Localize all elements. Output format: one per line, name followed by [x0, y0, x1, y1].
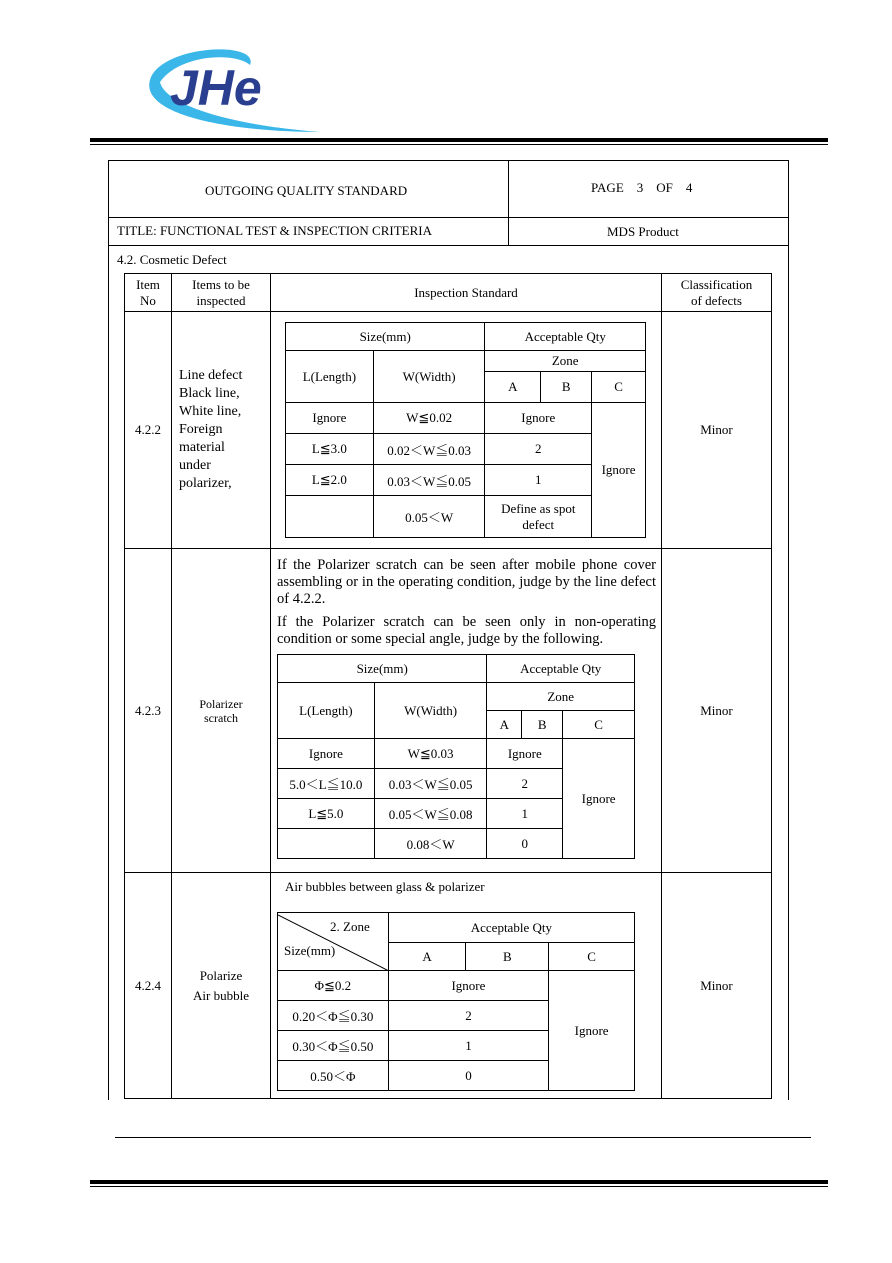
zone-a: A	[485, 372, 541, 403]
length-cell: Ignore	[286, 403, 374, 434]
page-total: 4	[685, 180, 693, 195]
bottom-rule	[90, 1180, 828, 1184]
top-rule-thin	[90, 144, 828, 145]
qty-header: Acceptable Qty	[388, 913, 634, 943]
zone-c-value: Ignore	[592, 403, 646, 538]
item-description: Polarize Air bubble	[172, 873, 271, 1099]
zone-c: C	[592, 372, 646, 403]
items-header: Items to be inspected	[172, 274, 271, 312]
zone-c-value: Ignore	[563, 739, 635, 859]
table-header-row	[125, 274, 772, 312]
company-logo	[140, 40, 330, 135]
qty-cell: Ignore	[388, 971, 548, 1001]
page-number: 3	[636, 180, 644, 195]
qty-cell: 1	[487, 799, 563, 829]
item-no: 4.2.3	[125, 549, 172, 873]
qty-cell: 2	[487, 769, 563, 799]
width-cell: 0.02＜W≦0.03	[373, 434, 485, 465]
qty-cell: Ignore	[487, 739, 563, 769]
inspection-standard-422	[271, 312, 662, 549]
page-label: PAGE	[591, 180, 624, 195]
doc-heading: OUTGOING QUALITY STANDARD	[205, 183, 408, 198]
product-name: MDS Product	[607, 224, 679, 239]
zone-b: B	[466, 943, 549, 971]
width-cell: W≦0.03	[374, 739, 487, 769]
length-cell: 5.0＜L≦10.0	[278, 769, 375, 799]
width-cell: 0.05＜W≦0.08	[374, 799, 487, 829]
air-bubble-table	[277, 912, 635, 1091]
qty-cell: Ignore	[485, 403, 592, 434]
size-cell: 0.50＜Φ	[278, 1061, 389, 1091]
size-cell: 0.20＜Φ≦0.30	[278, 1001, 389, 1031]
length-cell: L≦5.0	[278, 799, 375, 829]
size-header: Size(mm)	[278, 655, 487, 683]
qty-cell: 0	[487, 829, 563, 859]
classification-header: Classification of defects	[662, 274, 772, 312]
qty-cell: 2	[485, 434, 592, 465]
zone-b: B	[522, 711, 563, 739]
scratch-rule-2: If the Polarizer scratch can be seen only in non-operating condition or some special angle, judge by the following.	[277, 614, 656, 647]
length-cell: L≦2.0	[286, 465, 374, 496]
qty-cell: 1	[485, 465, 592, 496]
scratch-table	[277, 654, 635, 859]
zone-label: 2. Zone	[330, 919, 370, 934]
classification: Minor	[662, 873, 772, 1099]
length-cell: L≦3.0	[286, 434, 374, 465]
standard-header: Inspection Standard	[271, 274, 662, 312]
item-description: Line defect Black line, White line, Foreign material under polarizer,	[172, 312, 271, 549]
zone-a: A	[388, 943, 466, 971]
qty-cell: 1	[388, 1031, 548, 1061]
table-row	[125, 873, 772, 1099]
qty-header: Acceptable Qty	[487, 655, 635, 683]
classification: Minor	[662, 549, 772, 873]
item-no: 4.2.4	[125, 873, 172, 1099]
section-title: 4.2. Cosmetic Defect	[117, 252, 227, 267]
length-cell	[286, 496, 374, 538]
line-defect-table	[285, 322, 646, 538]
length-cell: Ignore	[278, 739, 375, 769]
logo-text: JHe	[170, 60, 262, 116]
bottom-rule-thin	[90, 1186, 828, 1187]
size-label: Size(mm)	[284, 943, 336, 958]
zone-c: C	[549, 943, 635, 971]
length-header: L(Length)	[278, 683, 375, 739]
header-separator	[508, 161, 509, 245]
width-header: W(Width)	[373, 351, 485, 403]
classification: Minor	[662, 312, 772, 549]
width-cell: W≦0.02	[373, 403, 485, 434]
width-cell: 0.08＜W	[374, 829, 487, 859]
inspection-standard-423	[271, 549, 662, 873]
width-cell: 0.05＜W	[373, 496, 485, 538]
table-row	[125, 312, 772, 549]
zone-a: A	[487, 711, 522, 739]
inspection-table	[124, 273, 772, 1099]
length-header: L(Length)	[286, 351, 374, 403]
item-no-header: Item No	[125, 274, 172, 312]
footer-rule	[115, 1137, 811, 1138]
zone-c: C	[563, 711, 635, 739]
doc-title: TITLE: FUNCTIONAL TEST & INSPECTION CRITERIA	[117, 223, 432, 238]
inspection-standard-424	[271, 873, 662, 1099]
width-header: W(Width)	[374, 683, 487, 739]
size-cell: 0.30＜Φ≦0.50	[278, 1031, 389, 1061]
page-indicator	[591, 180, 692, 196]
of-label: OF	[656, 180, 673, 195]
zone-header: Zone	[485, 351, 646, 372]
zone-c-value: Ignore	[549, 971, 635, 1091]
size-cell: Φ≦0.2	[278, 971, 389, 1001]
zone-b: B	[541, 372, 592, 403]
zone-header: Zone	[487, 683, 635, 711]
width-cell: 0.03＜W≦0.05	[373, 465, 485, 496]
item-no: 4.2.2	[125, 312, 172, 549]
item-description: Polarizer scratch	[172, 549, 271, 873]
size-zone-header	[278, 913, 389, 971]
qty-header: Acceptable Qty	[485, 323, 646, 351]
bubble-intro: Air bubbles between glass & polarizer	[285, 879, 485, 894]
width-cell: 0.03＜W≦0.05	[374, 769, 487, 799]
scratch-rule-1: If the Polarizer scratch can be seen after mobile phone cover assembling or in the operating condition, judge by the line defect of 4.2.2.	[277, 557, 656, 607]
qty-cell: 0	[388, 1061, 548, 1091]
length-cell	[278, 829, 375, 859]
top-rule	[90, 138, 828, 142]
size-header: Size(mm)	[286, 323, 485, 351]
qty-cell: 2	[388, 1001, 548, 1031]
table-row	[125, 549, 772, 873]
qty-cell: Define as spot defect	[485, 496, 592, 538]
